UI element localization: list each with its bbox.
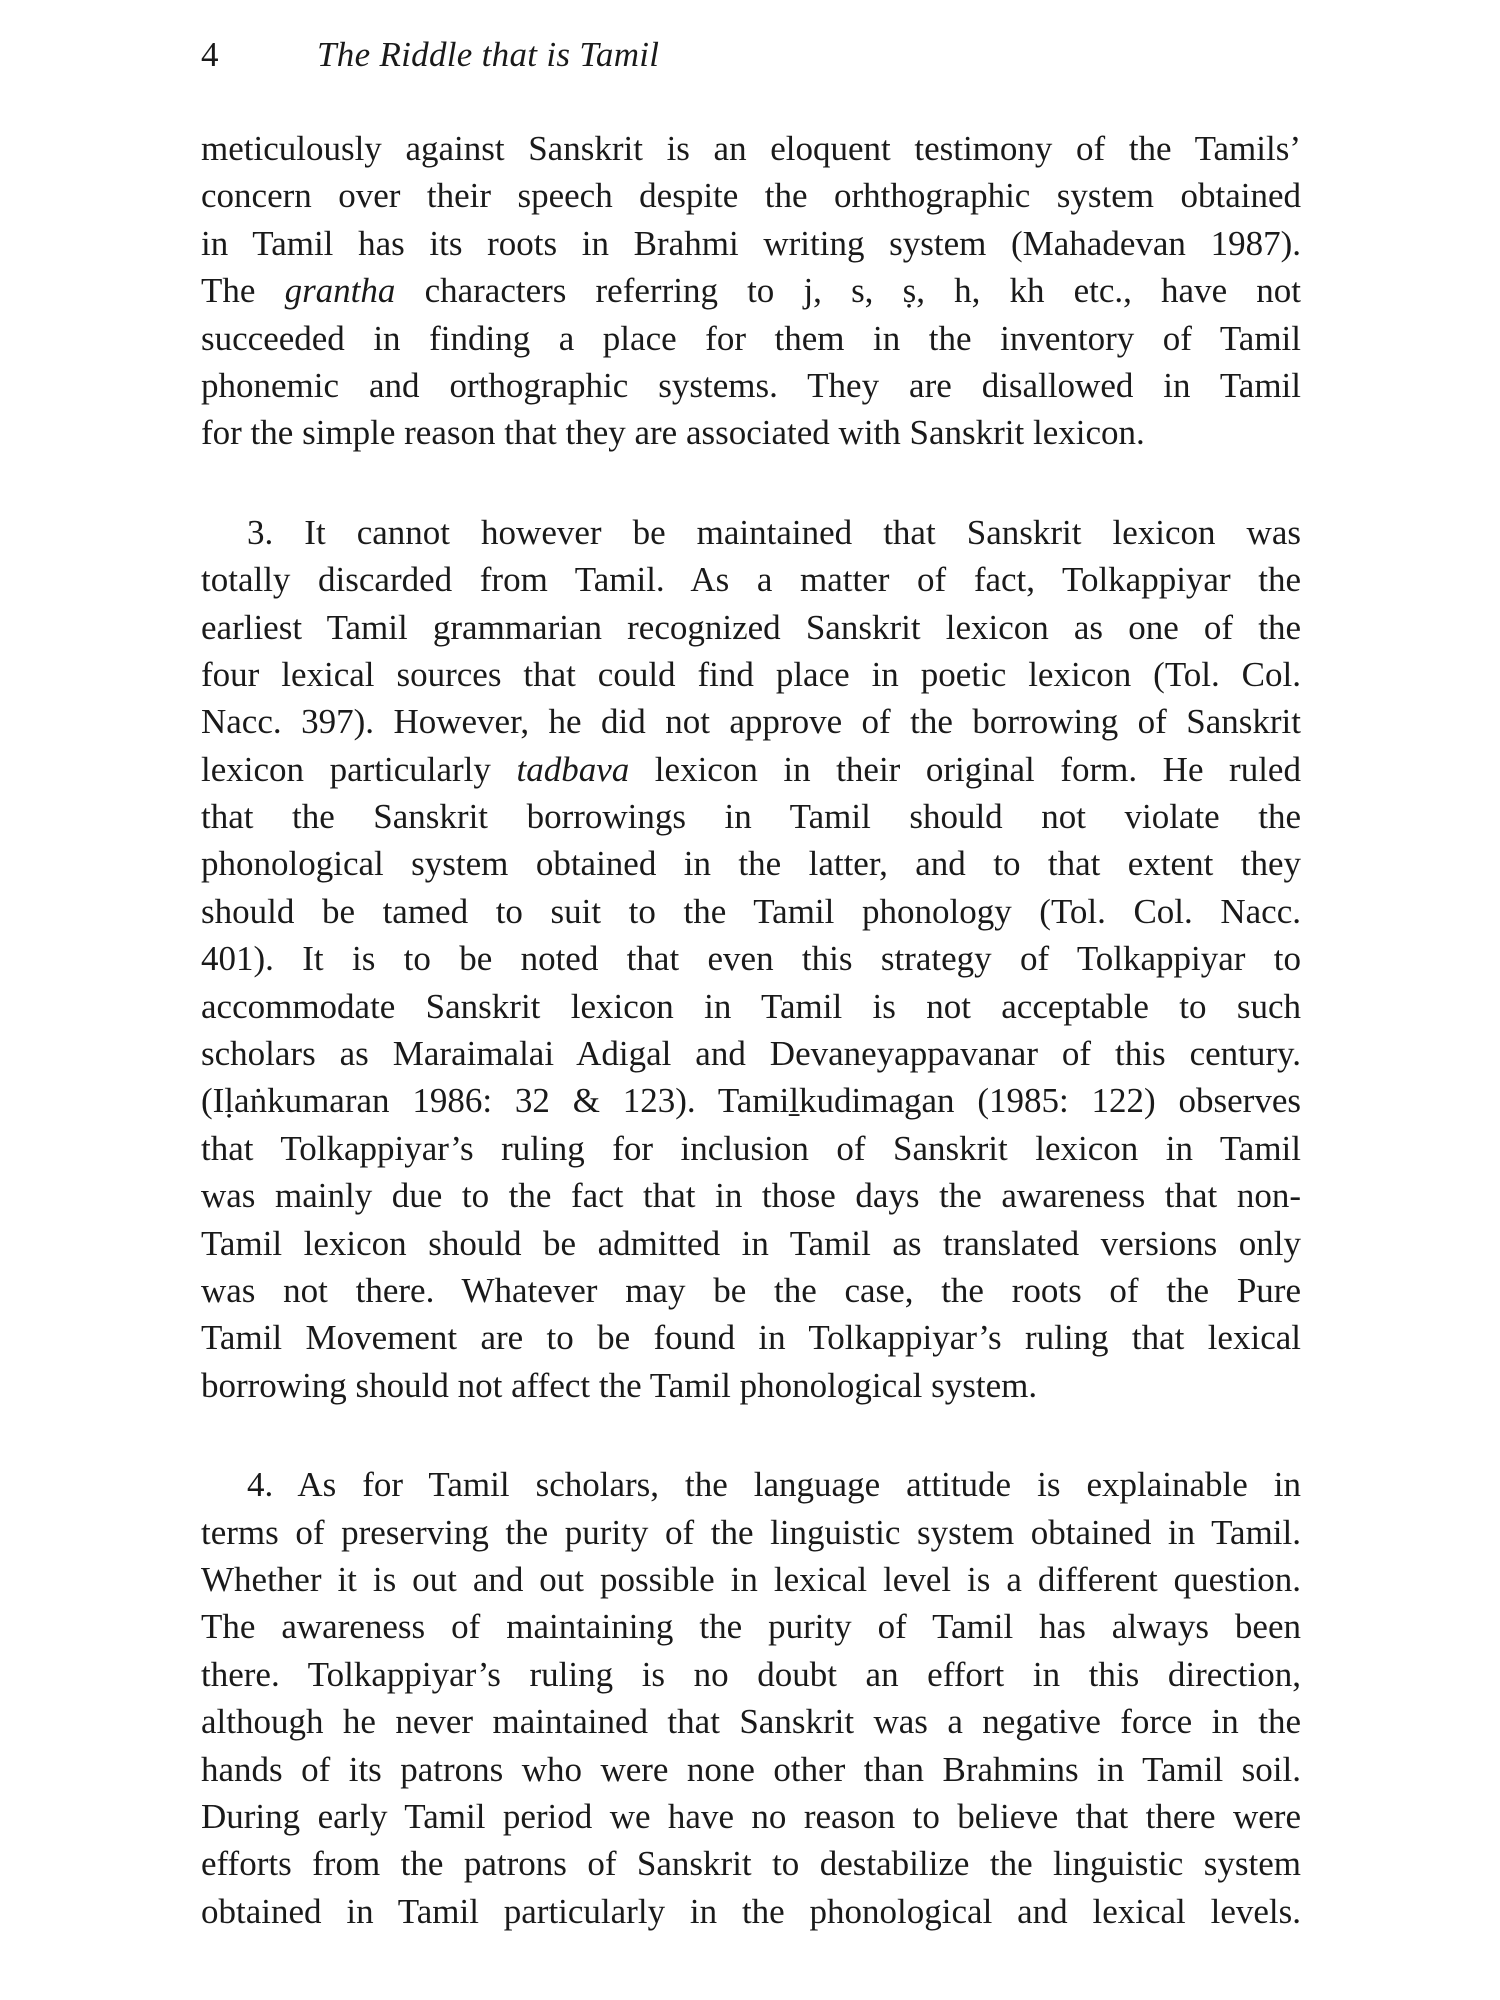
text-line: (Iḷaṅkumaran 1986: 32 & 123). Tamiḻkudimagan (1985: 122) observes (201, 1081, 1301, 1121)
text-line (201, 267, 1301, 314)
text-run: lexicon in their original form. He ruled (629, 749, 1301, 789)
text-line: 4. As for Tamil scholars, the language attitude is explainable in (247, 1465, 1301, 1505)
text-line: The awareness of maintaining the purity of Tamil has always been (201, 1607, 1301, 1647)
text-run: lexicon particularly (201, 749, 517, 789)
text-line: Tamil Movement are to be found in Tolkappiyar’s ruling that lexical (201, 1318, 1301, 1358)
text-line: should be tamed to suit to the Tamil phonology (Tol. Col. Nacc. (201, 891, 1301, 931)
paragraph-3 (201, 509, 1301, 1409)
text-line: four lexical sources that could find place in poetic lexicon (Tol. Col. (201, 654, 1301, 694)
text-line: scholars as Maraimalai Adigal and Devaneyappavanar of this century. (201, 1034, 1301, 1074)
text-line: earliest Tamil grammarian recognized Sanskrit lexicon as one of the (201, 607, 1301, 647)
paragraph-gap (201, 1409, 1301, 1461)
text-line: totally discarded from Tamil. As a matter of fact, Tolkappiyar the (201, 560, 1301, 600)
italic-term-grantha: grantha (284, 271, 396, 311)
text-line: efforts from the patrons of Sanskrit to destabilize the linguistic system (201, 1844, 1301, 1884)
text-line: hands of its patrons who were none other than Brahmins in Tamil soil. (201, 1749, 1301, 1789)
body-text (201, 125, 1301, 1935)
text-line: phonological system obtained in the latter, and to that extent they (201, 844, 1301, 884)
text-line: succeeded in finding a place for them in the inventory of Tamil (201, 318, 1301, 358)
page-number: 4 (201, 35, 219, 74)
italic-term-tadbava: tadbava (516, 749, 630, 789)
text-line: although he never maintained that Sanskrit was a negative force in the (201, 1702, 1301, 1742)
running-title: The Riddle that is Tamil (317, 35, 660, 74)
paragraph-gap (201, 457, 1301, 509)
text-line: Whether it is out and out possible in lexical level is a different question. (201, 1559, 1301, 1599)
text-line: terms of preserving the purity of the linguistic system obtained in Tamil. (201, 1512, 1301, 1552)
text-run: The (201, 271, 285, 311)
text-line: there. Tolkappiyar’s ruling is no doubt an effort in this direction, (201, 1654, 1301, 1694)
paragraph-4 (201, 1461, 1301, 1935)
text-run: characters referring to j, s, ṣ, h, kh etc., have not (395, 271, 1301, 311)
text-line: meticulously against Sanskrit is an eloquent testimony of the Tamils’ (201, 129, 1301, 168)
text-line (201, 746, 1301, 793)
paragraph-1 (201, 125, 1301, 457)
text-line: phonemic and orthographic systems. They are disallowed in Tamil (201, 365, 1301, 405)
text-line: in Tamil has its roots in Brahmi writing system (Mahadevan 1987). (201, 223, 1301, 263)
text-line: was not there. Whatever may be the case, the roots of the Pure (201, 1270, 1301, 1310)
text-line: Tamil lexicon should be admitted in Tamil as translated versions only (201, 1223, 1301, 1263)
text-line: that Tolkappiyar’s ruling for inclusion of Sanskrit lexicon in Tamil (201, 1128, 1301, 1168)
text-line: concern over their speech despite the orhthographic system obtained (201, 176, 1301, 216)
text-line: 3. It cannot however be maintained that Sanskrit lexicon was (247, 512, 1301, 552)
text-line: was mainly due to the fact that in those days the awareness that non- (201, 1176, 1301, 1216)
text-line: accommodate Sanskrit lexicon in Tamil is not acceptable to such (201, 986, 1301, 1026)
text-line: for the simple reason that they are associated with Sanskrit lexicon. (201, 413, 1145, 453)
text-line: Nacc. 397). However, he did not approve of the borrowing of Sanskrit (201, 702, 1301, 742)
text-line: borrowing should not affect the Tamil phonological system. (201, 1365, 1038, 1405)
text-line: 401). It is to be noted that even this strategy of Tolkappiyar to (201, 939, 1301, 979)
text-line: that the Sanskrit borrowings in Tamil should not violate the (201, 797, 1301, 837)
text-line: obtained in Tamil particularly in the phonological and lexical levels. (201, 1891, 1301, 1931)
running-head (201, 30, 659, 80)
text-line: During early Tamil period we have no reason to believe that there were (201, 1796, 1301, 1836)
